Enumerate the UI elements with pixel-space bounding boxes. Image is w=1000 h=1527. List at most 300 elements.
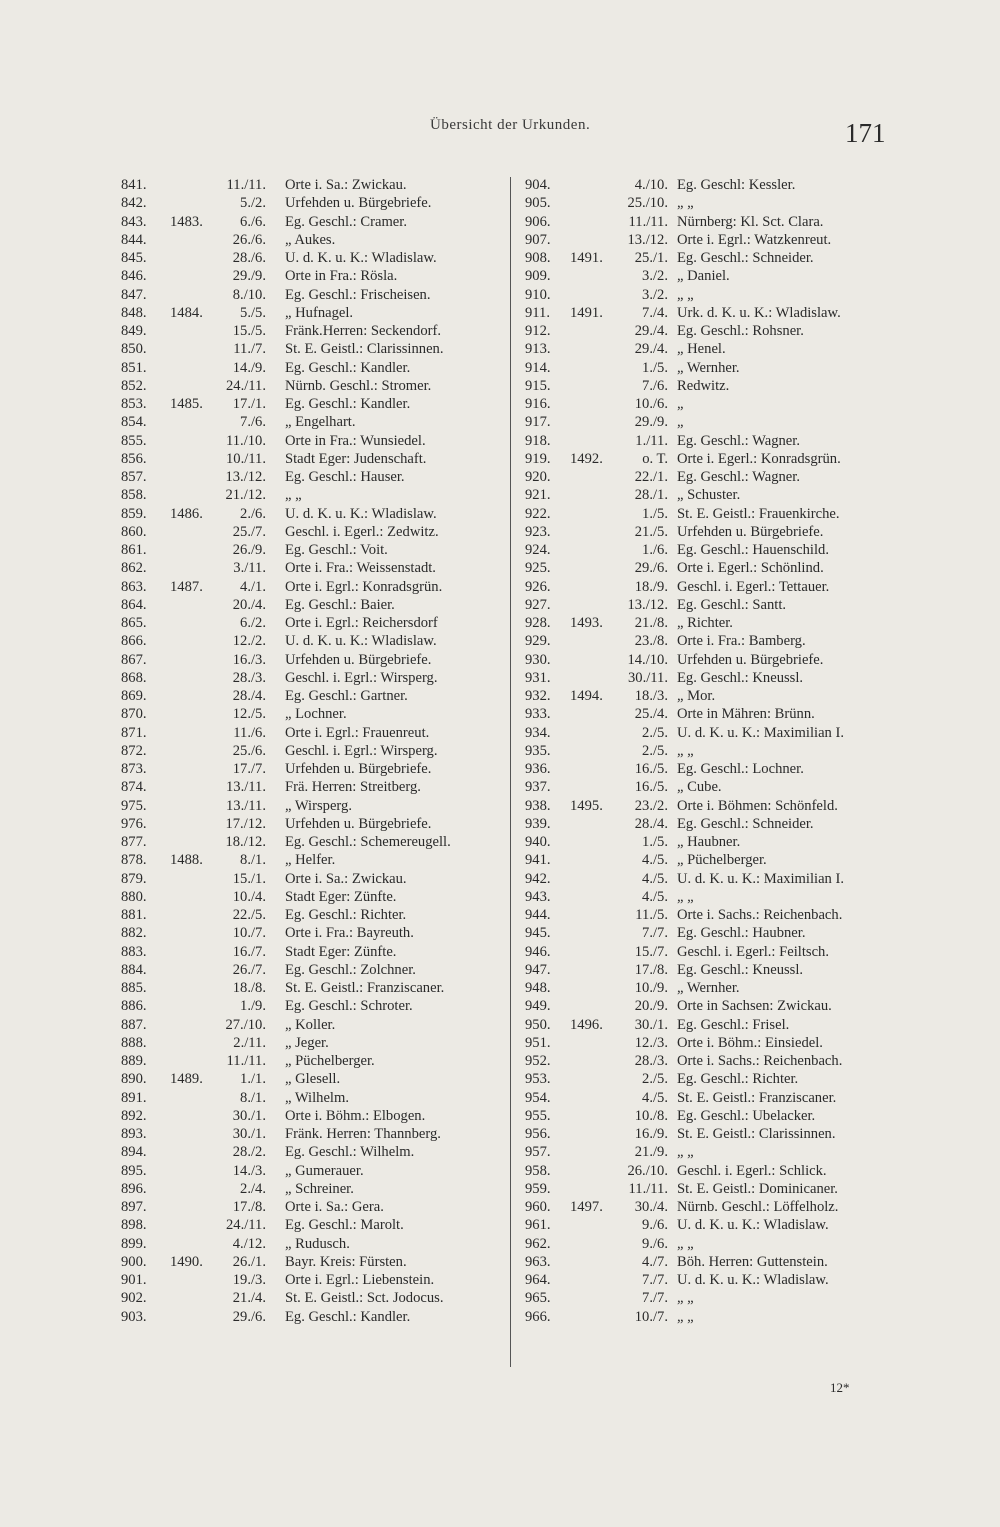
entry-date: 4./12.: [232, 1235, 266, 1252]
entry-number: 889.: [121, 1053, 147, 1069]
entry-number: 842.: [121, 195, 147, 212]
entry-number: 892.: [121, 1107, 147, 1124]
entry-number: 906.: [525, 213, 551, 230]
document-entry-row: [118, 687, 510, 705]
entry-date: 26./10.: [627, 1162, 668, 1179]
document-entry-row: [118, 724, 510, 742]
entry-number: 929.: [525, 633, 551, 650]
entry-description: Eg. Geschl.: Schemereugell.: [285, 834, 451, 850]
entry-date: 16./3.: [232, 651, 266, 668]
entry-description: Eg. Geschl: Kessler.: [677, 177, 796, 193]
entry-description: Eg. Geschl.: Gartner.: [285, 688, 408, 704]
entry-description: Bayr. Kreis: Fürsten.: [285, 1253, 407, 1270]
entry-number: 958.: [525, 1162, 551, 1179]
entry-description: Orte i. Egrl.: Frauenreut.: [285, 724, 430, 741]
document-entry-row: [118, 304, 510, 322]
entry-date: 16./5.: [634, 761, 668, 777]
entry-description: Geschl. i. Egerl.: Tettauer.: [677, 578, 830, 595]
entry-date: 22./1.: [634, 469, 668, 485]
document-entry-row: [118, 888, 510, 906]
entry-description: „ „: [677, 286, 694, 303]
entry-date: 21./9.: [634, 1144, 668, 1161]
entry-number: 917.: [525, 414, 551, 431]
entry-description: Orte i. Fra.: Bayreuth.: [285, 925, 414, 942]
entry-number: 873.: [121, 761, 147, 777]
document-entry-row: [118, 979, 510, 997]
document-entry-row: [520, 304, 905, 322]
document-entry-row: [118, 559, 510, 577]
entry-date: 3./2.: [642, 268, 668, 285]
entry-description: Eg. Geschl.: Frisel.: [677, 1016, 790, 1033]
document-entry-row: [520, 486, 905, 504]
entry-number: 848.: [121, 304, 147, 321]
entry-description: Geschl. i. Egerl.: Schlick.: [677, 1162, 827, 1179]
document-entry-row: [118, 1089, 510, 1107]
document-entry-row: [118, 1198, 510, 1216]
document-entry-row: [118, 340, 510, 358]
entry-number: 960.: [525, 1199, 551, 1215]
document-entry-row: [118, 1253, 510, 1271]
document-entry-row: [520, 468, 905, 486]
entry-description: Orte in Mähren: Brünn.: [677, 706, 815, 723]
entry-number: 922.: [525, 505, 551, 522]
entry-number: 907.: [525, 231, 551, 248]
entry-number: 846.: [121, 268, 147, 285]
entry-date: 13./11.: [226, 797, 266, 814]
entry-description: Geschl. i. Egrl.: Wirsperg.: [285, 742, 438, 759]
entry-number: 877.: [121, 834, 147, 850]
entry-date: 26./9.: [232, 542, 266, 558]
entry-number: 932.: [525, 688, 551, 704]
document-entry-row: [118, 194, 510, 212]
entry-date: 11./10.: [226, 432, 266, 449]
entry-date: o. T.: [642, 450, 668, 467]
entry-date: 17./12.: [225, 815, 266, 832]
entry-date: 27./10.: [225, 1016, 266, 1033]
entry-date: 7./7.: [642, 1272, 668, 1288]
document-entry-row: [520, 979, 905, 997]
entry-date: 4./7.: [642, 1253, 668, 1270]
entry-description: Eg. Geschl.: Wagner.: [677, 432, 800, 449]
entry-description: St. E. Geistl.: Franziscaner.: [677, 1089, 837, 1106]
entry-date: 28./1.: [634, 487, 668, 504]
document-entry-row: [520, 1308, 905, 1326]
entry-description: Redwitz.: [677, 377, 730, 394]
entry-number: 910.: [525, 286, 551, 303]
entry-number: 952.: [525, 1053, 551, 1069]
entry-date: 11./11.: [628, 1180, 668, 1197]
entry-number: 939.: [525, 815, 551, 832]
entry-date: 28./3.: [232, 669, 266, 686]
entry-number: 850.: [121, 341, 147, 358]
entry-description: Urfehden u. Bürgebriefe.: [285, 761, 432, 777]
entry-description: U. d. K. u. K.: Wladislaw.: [285, 250, 437, 266]
entry-description: „ Püchelberger.: [285, 1053, 375, 1069]
entry-date: 21./4.: [232, 1290, 266, 1307]
entry-number: 937.: [525, 779, 551, 796]
document-entry-row: [520, 1180, 905, 1198]
entry-date: 5./5.: [240, 304, 266, 321]
entry-description: Eg. Geschl.: Frischeisen.: [285, 286, 431, 303]
document-entry-row: [118, 669, 510, 687]
document-entry-row: [520, 1271, 905, 1289]
document-entry-row: [118, 1216, 510, 1234]
entry-year: 1494.: [570, 688, 603, 704]
entry-date: 10./7.: [634, 1308, 668, 1325]
document-entry-row: [520, 651, 905, 669]
entry-year: 1493.: [570, 615, 603, 631]
entry-description: Eg. Geschl.: Rohsner.: [677, 323, 804, 339]
entry-year: 1490.: [170, 1253, 203, 1270]
document-entry-row: [520, 797, 905, 815]
document-entry-row: [118, 961, 510, 979]
entry-description: „ Richter.: [677, 615, 733, 631]
document-entry-row: [520, 578, 905, 596]
entry-description: Orte i. Sa.: Zwickau.: [285, 177, 407, 193]
entry-number: 921.: [525, 487, 551, 504]
entry-number: 909.: [525, 268, 551, 285]
entry-date: 29./4.: [634, 341, 668, 358]
entry-date: 10./4.: [232, 888, 266, 905]
document-entry-row: [520, 541, 905, 559]
entry-date: 12./5.: [232, 706, 266, 723]
entry-date: 10./7.: [232, 925, 266, 942]
entry-date: 16./5.: [634, 779, 668, 796]
entry-description: „ Gumerauer.: [285, 1162, 364, 1179]
document-entry-row: [118, 413, 510, 431]
entry-number: 924.: [525, 542, 551, 558]
entry-number: 950.: [525, 1016, 551, 1033]
entry-number: 920.: [525, 469, 551, 485]
entry-date: 17./1.: [232, 396, 266, 412]
document-entry-row: [520, 322, 905, 340]
entry-number: 954.: [525, 1089, 551, 1106]
entry-description: Eg. Geschl.: Hauser.: [285, 469, 405, 485]
entry-number: 849.: [121, 323, 147, 339]
entry-number: 859.: [121, 505, 147, 522]
entry-date: 14./10.: [627, 651, 668, 668]
entry-description: Orte i. Sachs.: Reichenbach.: [677, 907, 843, 923]
entry-description: Fränk. Herren: Thannberg.: [285, 1126, 441, 1142]
document-entry-row: [118, 1016, 510, 1034]
document-entry-row: [520, 669, 905, 687]
entry-date: 20./4.: [232, 596, 266, 613]
document-entry-row: [118, 450, 510, 468]
entry-year: 1484.: [170, 304, 203, 321]
document-entry-row: [520, 1198, 905, 1216]
document-entry-row: [520, 432, 905, 450]
entry-number: 913.: [525, 341, 551, 358]
entry-number: 915.: [525, 377, 551, 394]
entry-year: 1485.: [170, 396, 203, 412]
document-entry-row: [520, 286, 905, 304]
document-entry-row: [520, 888, 905, 906]
entry-number: 953.: [525, 1071, 551, 1088]
entry-description: „ Jeger.: [285, 1034, 329, 1051]
document-entry-row: [520, 559, 905, 577]
entry-number: 916.: [525, 396, 551, 412]
entry-description: St. E. Geistl.: Clarissinnen.: [677, 1126, 836, 1142]
entry-number: 903.: [121, 1308, 147, 1325]
entry-description: Eg. Geschl.: Ubelacker.: [677, 1107, 816, 1124]
entry-date: 6./2.: [240, 615, 266, 631]
document-entry-row: [118, 1308, 510, 1326]
entry-description: Eg. Geschl.: Kandler.: [285, 359, 411, 376]
entry-number: 919.: [525, 450, 551, 467]
entry-number: 946.: [525, 943, 551, 960]
entry-description: Orte i. Böhmen: Schönfeld.: [677, 797, 838, 814]
document-entry-row: [520, 705, 905, 723]
entry-number: 893.: [121, 1126, 147, 1142]
entry-description: Frä. Herren: Streitberg.: [285, 779, 421, 796]
document-entry-row: [520, 760, 905, 778]
entry-number: 901.: [121, 1272, 147, 1288]
entry-number: 866.: [121, 633, 147, 650]
document-entry-row: [118, 486, 510, 504]
entry-date: 29./4.: [634, 323, 668, 339]
entry-number: 948.: [525, 980, 551, 996]
entry-description: Urk. d. K. u. K.: Wladislaw.: [677, 304, 841, 321]
entry-date: 18./8.: [232, 980, 266, 996]
entry-number: 885.: [121, 980, 147, 996]
document-entry-row: [118, 505, 510, 523]
document-entry-row: [118, 614, 510, 632]
document-entry-row: [520, 815, 905, 833]
entry-date: 30./11.: [628, 669, 668, 686]
entry-number: 964.: [525, 1272, 551, 1288]
entry-date: 11./11.: [628, 213, 668, 230]
entry-date: 2./11.: [233, 1034, 266, 1051]
entry-date: 17./8.: [634, 961, 668, 978]
entry-description: „ Daniel.: [677, 268, 730, 285]
entry-number: 851.: [121, 359, 147, 376]
entry-date: 3./11.: [233, 560, 266, 577]
document-entry-row: [520, 614, 905, 632]
entry-date: 18./9.: [634, 578, 668, 595]
entry-description: „ Püchelberger.: [677, 852, 767, 869]
document-entry-row: [118, 1235, 510, 1253]
entry-date: 15./1.: [232, 870, 266, 887]
entry-date: 9./6.: [642, 1217, 668, 1234]
entry-description: Orte i. Fra.: Bamberg.: [677, 633, 806, 650]
entry-number: 896.: [121, 1180, 147, 1197]
entry-date: 21./8.: [634, 615, 668, 631]
entry-date: 8./1.: [240, 1089, 266, 1106]
entry-year: 1492.: [570, 450, 603, 467]
entry-description: Orte i. Sa.: Zwickau.: [285, 870, 407, 887]
entry-description: U. d. K. u. K.: Maximilian I.: [677, 870, 845, 887]
document-entry-row: [118, 541, 510, 559]
entry-date: 1./5.: [642, 505, 668, 522]
document-entry-row: [520, 176, 905, 194]
document-entry-row: [520, 1070, 905, 1088]
entry-date: 28./2.: [232, 1144, 266, 1161]
entry-number: 883.: [121, 943, 147, 960]
entry-description: Orte i. Fra.: Weissenstadt.: [285, 560, 436, 577]
entry-number: 899.: [121, 1235, 147, 1252]
entry-description: „: [677, 396, 684, 412]
document-entry-row: [118, 742, 510, 760]
entry-date: 2./5.: [642, 1071, 668, 1088]
entry-number: 843.: [121, 213, 147, 230]
entry-number: 886.: [121, 998, 147, 1015]
entry-date: 24./11.: [226, 377, 266, 394]
entry-number: 895.: [121, 1162, 147, 1179]
entry-description: Eg. Geschl.: Richter.: [677, 1071, 799, 1088]
entry-number: 940.: [525, 834, 551, 850]
entry-date: 30./4.: [634, 1199, 668, 1215]
document-entry-row: [118, 1143, 510, 1161]
document-entry-row: [520, 1107, 905, 1125]
entry-number: 870.: [121, 706, 147, 723]
document-entry-row: [520, 450, 905, 468]
entry-description: U. d. K. u. K.: Wladislaw.: [677, 1272, 829, 1288]
entry-date: 7./6.: [240, 414, 266, 431]
entry-number: 963.: [525, 1253, 551, 1270]
document-entry-row: [520, 267, 905, 285]
entry-description: „ Henel.: [677, 341, 726, 358]
entry-date: 13./12.: [225, 469, 266, 485]
entry-date: 28./3.: [634, 1053, 668, 1069]
entry-date: 14./3.: [232, 1162, 266, 1179]
document-entry-row: [520, 249, 905, 267]
entry-date: 29./6.: [634, 560, 668, 577]
entry-date: 13./12.: [627, 231, 668, 248]
entry-date: 7./7.: [642, 925, 668, 942]
document-entry-row: [118, 851, 510, 869]
entry-description: „ Glesell.: [285, 1071, 341, 1088]
entry-description: Eg. Geschl.: Richter.: [285, 907, 407, 923]
entry-description: Böh. Herren: Guttenstein.: [677, 1253, 828, 1270]
entry-date: 12./3.: [634, 1034, 668, 1051]
document-entry-row: [118, 797, 510, 815]
entry-year: 1483.: [170, 213, 203, 230]
entry-number: 874.: [121, 779, 147, 796]
entry-date: 11./6.: [233, 724, 266, 741]
document-entry-row: [520, 742, 905, 760]
entry-number: 927.: [525, 596, 551, 613]
document-entry-row: [118, 249, 510, 267]
entry-year: 1497.: [570, 1199, 603, 1215]
entry-description: Urfehden u. Bürgebriefe.: [285, 195, 432, 212]
entry-date: 15./5.: [232, 323, 266, 339]
entry-description: Eg. Geschl.: Zolchner.: [285, 961, 416, 978]
entry-number: 947.: [525, 961, 551, 978]
document-entry-row: [118, 1162, 510, 1180]
document-entry-row: [118, 176, 510, 194]
document-entry-row: [520, 1253, 905, 1271]
entry-date: 2./4.: [240, 1180, 266, 1197]
entry-number: 961.: [525, 1217, 551, 1234]
document-entry-row: [520, 1143, 905, 1161]
entry-date: 8./10.: [232, 286, 266, 303]
entry-description: U. d. K. u. K.: Maximilian I.: [677, 724, 845, 741]
entry-description: „ „: [677, 1290, 694, 1307]
entry-date: 28./6.: [232, 250, 266, 266]
document-entry-row: [118, 1107, 510, 1125]
document-entry-row: [118, 1289, 510, 1307]
entry-description: „ Hufnagel.: [285, 304, 354, 321]
entry-date: 17./7.: [232, 761, 266, 777]
document-entry-row: [520, 1216, 905, 1234]
document-entry-row: [118, 705, 510, 723]
document-entry-row: [118, 322, 510, 340]
entry-description: „ Koller.: [285, 1016, 336, 1033]
entry-date: 25./1.: [634, 250, 668, 266]
entry-number: 867.: [121, 651, 147, 668]
entry-date: 9./6.: [642, 1235, 668, 1252]
right-column: [520, 176, 905, 1326]
entry-number: 862.: [121, 560, 147, 577]
document-entry-row: [520, 231, 905, 249]
entry-description: St. E. Geistl.: Frauenkirche.: [677, 505, 840, 522]
entry-number: 943.: [525, 888, 551, 905]
entry-date: 29./6.: [232, 1308, 266, 1325]
entry-description: „ Rudusch.: [285, 1235, 350, 1252]
document-entry-row: [118, 377, 510, 395]
document-entry-row: [520, 724, 905, 742]
entry-date: 30./1.: [232, 1126, 266, 1142]
entry-number: 935.: [525, 742, 551, 759]
document-entry-row: [118, 395, 510, 413]
entry-number: 894.: [121, 1144, 147, 1161]
entry-description: „ Helfer.: [285, 852, 336, 869]
entry-date: 11./11.: [226, 177, 266, 193]
document-entry-row: [118, 1180, 510, 1198]
document-entry-row: [118, 359, 510, 377]
document-entry-row: [520, 851, 905, 869]
entry-description: „ Cube.: [677, 779, 722, 796]
entry-date: 12./2.: [232, 633, 266, 650]
entry-description: Eg. Geschl.: Kandler.: [285, 1308, 411, 1325]
document-entry-row: [520, 1034, 905, 1052]
entry-number: 887.: [121, 1016, 147, 1033]
entry-date: 10./9.: [634, 980, 668, 996]
entry-date: 13./12.: [627, 596, 668, 613]
document-entry-row: [118, 596, 510, 614]
document-entry-row: [520, 395, 905, 413]
entry-number: 860.: [121, 523, 147, 540]
document-entry-row: [118, 267, 510, 285]
entry-number: 856.: [121, 450, 147, 467]
entry-date: 3./2.: [642, 286, 668, 303]
entry-year: 1491.: [570, 304, 603, 321]
entry-date: 29./9.: [232, 268, 266, 285]
entry-date: 7./7.: [642, 1290, 668, 1307]
entry-number: 881.: [121, 907, 147, 923]
document-entry-row: [118, 906, 510, 924]
entry-description: Eg. Geschl.: Kneussl.: [677, 961, 804, 978]
entry-date: 1./6.: [642, 542, 668, 558]
entry-date: 14./9.: [232, 359, 266, 376]
column-divider: [510, 177, 511, 1367]
entry-number: 918.: [525, 432, 551, 449]
entry-description: Nürnb. Geschl.: Löffelholz.: [677, 1199, 839, 1215]
document-entry-row: [118, 1034, 510, 1052]
entry-description: „ Haubner.: [677, 834, 741, 850]
entry-date: 1./1.: [240, 1071, 266, 1088]
entry-date: 20./9.: [634, 998, 668, 1015]
entry-description: U. d. K. u. K.: Wladislaw.: [285, 633, 437, 650]
entry-description: „ Wernher.: [677, 359, 740, 376]
entry-date: 11./5.: [635, 907, 668, 923]
entry-description: Eg. Geschl.: Wagner.: [677, 469, 800, 485]
entry-date: 10./11.: [226, 450, 266, 467]
entry-description: „ Schreiner.: [285, 1180, 354, 1197]
entry-number: 879.: [121, 870, 147, 887]
entry-number: 847.: [121, 286, 147, 303]
entry-date: 21./12.: [225, 487, 266, 504]
